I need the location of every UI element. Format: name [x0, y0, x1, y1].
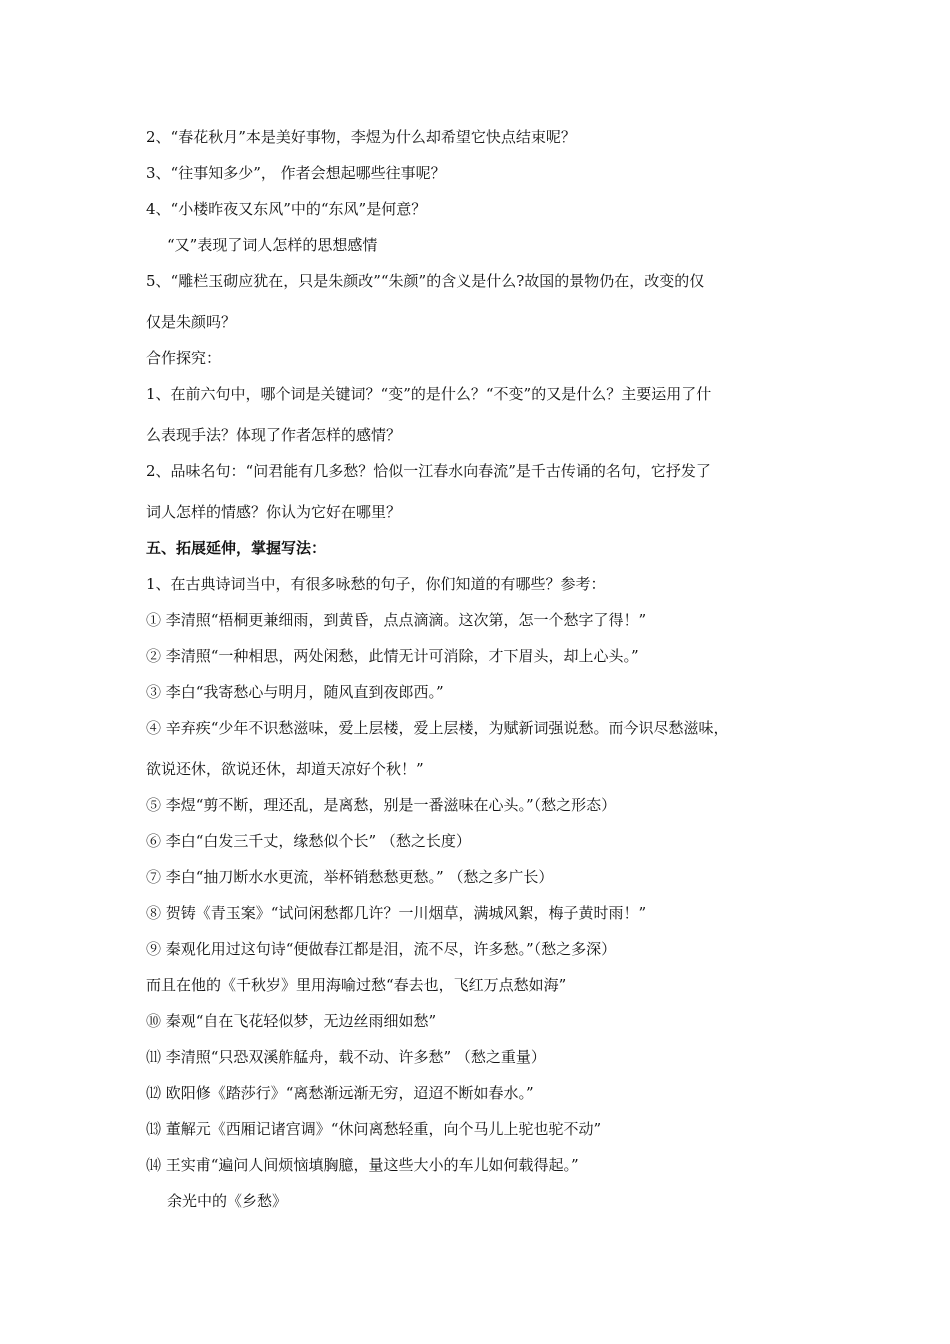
quote-10: ⑩ 秦观“自在飞花轻似梦，无边丝雨细如愁”	[146, 1012, 437, 1030]
question-3: 3、“往事知多少”， 作者会想起哪些往事呢？	[146, 164, 446, 182]
quote-4-line1: ④ 辛弃疾“少年不识愁滋味，爱上层楼，爱上层楼，为赋新词强说愁。而今识尽愁滋味，	[146, 719, 729, 737]
question-5-line1: 5、“雕栏玉砌应犹在，只是朱颜改”“朱颜”的含义是什么?故国的景物仍在，改变的仅	[146, 272, 705, 290]
quote-1: ① 李清照“梧桐更兼细雨，到黄昏，点点滴滴。这次第，怎一个愁字了得！”	[146, 611, 647, 629]
quote-3: ③ 李白“我寄愁心与明月，随风直到夜郎西。”	[146, 683, 444, 701]
quote-14: ⒁ 王实甫“遍问人间烦恼填胸臆，量这些大小的车儿如何载得起。”	[146, 1156, 579, 1174]
quote-13: ⒀ 董解元《西厢记诸宫调》“休问离愁轻重，向个马儿上驼也驼不动”	[146, 1120, 602, 1138]
section-5-heading: 五、拓展延伸，掌握写法：	[146, 539, 327, 557]
quote-xiangchou: 余光中的《乡愁》	[167, 1192, 288, 1210]
quote-9: ⑨ 秦观化用过这句诗“便做春江都是泪，流不尽，许多愁。”（愁之多深）	[146, 940, 617, 958]
quote-12: ⑿ 欧阳修《踏莎行》“离愁渐远渐无穷，迢迢不断如春水。”	[146, 1084, 534, 1102]
question-4: 4、“小楼昨夜又东风”中的“东风”是何意？	[146, 200, 427, 218]
quote-6: ⑥ 李白“白发三千丈，缘愁似个长” （愁之长度）	[146, 832, 471, 850]
question-5-line2: 仅是朱颜吗？	[146, 313, 237, 331]
quote-2: ② 李清照“一种相思，两处闲愁，此情无计可消除，才下眉头，却上心头。”	[146, 647, 639, 665]
quote-5: ⑤ 李煜“剪不断，理还乱，是离愁，别是一番滋味在心头。”（愁之形态）	[146, 796, 617, 814]
question-4-sub: “又”表现了词人怎样的思想感情	[167, 236, 378, 254]
question-2: 2、“春花秋月”本是美好事物，李煜为什么却希望它快点结束呢？	[146, 128, 576, 146]
cooperate-item-2-line2: 词人怎样的情感？你认为它好在哪里？	[146, 503, 402, 521]
quote-9-continued: 而且在他的《千秋岁》里用海喻过愁“春去也，飞红万点愁如海”	[146, 976, 567, 994]
quote-11: ⑾ 李清照“只恐双溪舴艋舟，载不动、许多愁” （愁之重量）	[146, 1048, 546, 1066]
cooperate-heading: 合作探究：	[146, 349, 222, 367]
cooperate-item-1-line1: 1、在前六句中，哪个词是关键词？“变”的是什么？“不变”的又是什么？主要运用了什	[146, 385, 712, 403]
cooperate-item-1-line2: 么表现手法？体现了作者怎样的感情？	[146, 426, 402, 444]
quote-7: ⑦ 李白“抽刀断水水更流，举杯销愁愁更愁。” （愁之多广长）	[146, 868, 554, 886]
section-5-intro: 1、在古典诗词当中，有很多咏愁的句子，你们知道的有哪些？参考：	[146, 575, 606, 593]
quote-4-line2: 欲说还休，欲说还休，却道天凉好个秋！”	[146, 760, 424, 778]
cooperate-item-2-line1: 2、品味名句：“问君能有几多愁？恰似一江春水向春流”是千古传诵的名句，它抒发了	[146, 462, 711, 480]
quote-8: ⑧ 贺铸《青玉案》“试问闲愁都几许？一川烟草，满城风絮，梅子黄时雨！”	[146, 904, 647, 922]
